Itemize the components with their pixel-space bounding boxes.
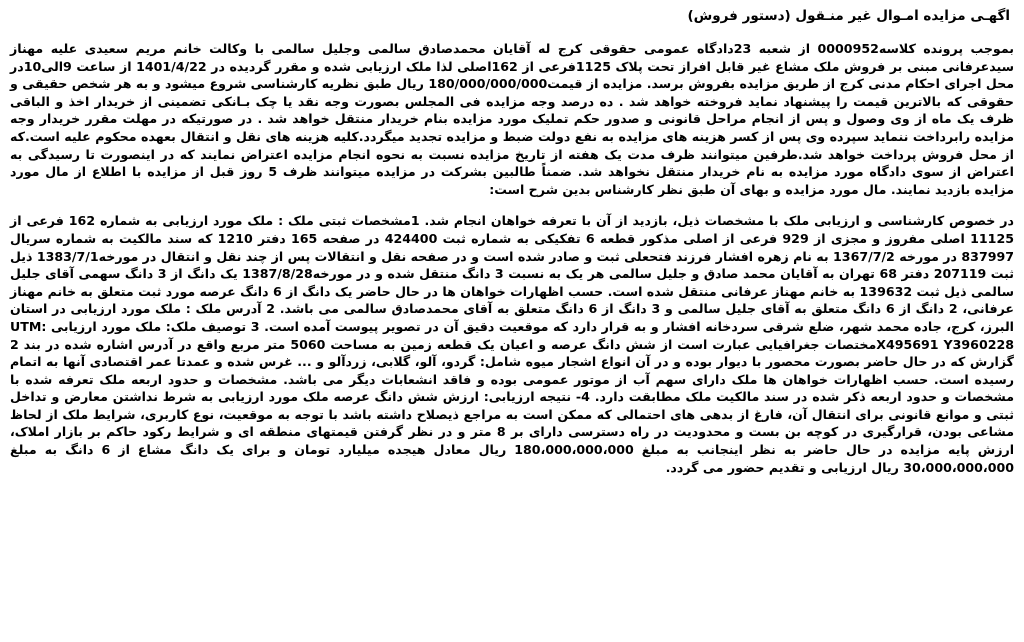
notice-paragraph-expert-appraisal: در خصوص کارشناسی و ارزیابی ملک با مشخصات ذیل، بازدید از آن با تعرفه خواهان انجام شد. 1مشخصات ثبتی ملک : ملک مورد ارزیابی به شماره 162 فرعی از 11125 اصلی مفروز و مجزی از 929 فرعی از اصلی مذکور قطعه 6 تفکیکی به شماره ثبت 424400 در صفحه 165 دفتر 1210 که سند مالکیت به شماره سریال 837997 در مورخه 1367/7/2 به نام زهره افشار فرزند فتحعلی ثبت و صادر شده است و در صفحه نقل و انتقالات پس از چند نقل و انتقال در مورخه1383/7/1 ذیل ثبت 207119 دفتر 68 تهران به آقایان محمد صادق و جلیل سالمی هر یک به نسبت 3 دانگ منتقل شده و در مورخه1387/8/28 یک دانگ از 3 دانگ سهمی آقای جلیل سالمی ذیل ثبت 139632 به خانم مهناز عرفانی منتقل شده است. حسب اظهارات خواهان ها در حال حاضر یک دانگ از 6 دانگ عرصه مورد ثبت متعلق به خانم مهناز عرفانی، 2 دانگ از 6 دانگ متعلق به آقای جلیل سالمی و 3 دانگ از 6 دانگ متعلق به آقای محمدصادق سالمی می باشد. 2 آدرس ملک : ملک مورد ارزیابی در استان البرز، کرج، جاده محمد شهر، ضلع شرقی سردخانه افشار و به قرار دارد که موقعیت دقیق آن در تصویر پیوست آمده است. 3 توصیف ملک: ملک مورد ارزیابی UTM: X495691 Y3960228مختصات جغرافیایی عبارت است از شش دانگ عرصه و اعیان یک قطعه زمین به مساحت 5060 متر مربع واقع در آدرس اشاره شده در بند 2 گزارش که در حال حاضر بصورت محصور با دیوار بوده و در آن انواع اشجار میوه شامل: گردو، آلو، گلابی، زردآلو و ... غرس شده و عمدتا عمر اقتصادی آنها به اتمام رسیده است. حسب اظهارات خواهان ها ملک دارای سهم آب از موتور عمومی بوده و فاقد انشعابات دیگر می باشد. مشخصات و حدود اربعه ملک تعرفه شده با مشخصات و حدود اربعه ذکر شده در سند مالکیت ملک مطابقت دارد. 4- نتیجه ارزیابی: ارزش شش دانگ عرصه ملک مورد ارزیابی به شرط نداشتن معارض و تداخل ثبتی و موانع قانونی برای انتقال آن، فارغ از بدهی های احتمالی که ممکن است به مراجع ذیصلاح داشته باشد با توجه به موقعیت، نوع کاربری، شرایط ملک از لحاظ مشاعی بودن، قرارگیری در کوچه بن بست و محدودیت در راه دسترسی دارای بر 8 متر و در نظر گرفتن قیمتهای منطقه ای و شرایط رکود حاکم بر بازار املاک، ارزش پایه مزایده در حال حاضر به نظر اینجانب به مبلغ 180،000،000،000 ریال معادل هیجده میلیارد تومان و برای یک دانگ مشاع از 6 دانگ به مبلغ 30،000،000،000 ریال ارزیابی و تقدیم حضور می گردد. xyxy=(10,213,1015,475)
auction-notice xyxy=(10,4,1014,476)
notice-paragraph-auction-terms: بموجب پرونده کلاسه0000952 از شعبه 23دادگاه عمومی حقوقی کرج له آقایان محمدصادق سالمی وجلیل سالمی با وکالت خانم مریم سعیدی علیه مهناز سیدعرفانی مبنی بر فروش ملک مشاع غیر قابل افراز تحت پلاک 1125فرعی از 162اصلی لذا ملک ارزیابی شده و مقرر گردیده در 1401/4/22 از ساعت 9الی10در محل اجرای احکام مدنی کرج از طریق مزایده بفروش برسد. مزایده از قیمت180/000/000/000 ریال طبق نظریه کارشناسی شروع میشود و به هر شخص حقیقی و حقوقی که بالاترین قیمت را پیشنهاد نماید فروخته خواهد شد . ده درصد وجه مزایده فی المجلس بصورت وجه نقد یا چک بـانکی تضمینی از خریدار اخذ و الباقی ظرف یک ماه از وی وصول و پس از انجام مراحل قانونی و صدور حکم تملیک مورد مزایده بنام خریدار منتقل خواهد شد . در صورتیکه در مهلت مقرر خریدار وجه مزایده رابرداخت ننماید سپرده وی پس از کسر هزینه های مزایده به نفع دولت ضبط و مزایده تجدید میگردد.کلیه هزینه های نقل و انتقال بعهده محکوم علیه است.که از محل فروش پرداخت خواهد شد.طرفین میتوانند ظرف مدت یک هفته از تاریخ مزایده نسبت به نحوه انجام مزایده اعتراض نمایند که در اینصورت تا رسیدگی به اعتراض از سوی دادگاه مورد مزایده به نام خریدار منتقل نخواهد شد. ضمناً طالبین بشرکت در مزایده میتوانند ظرف 5 روز قبل از مزایده با اطلاع از مال مورد مزایده بازدید نمایند. مال مورد مزایده و بهای آن طبق نظر کارشناس بدین شرح است: xyxy=(10,41,1015,197)
notice-title: اگهـی مزایده امـوال غیر منـقول (دستور فروش) xyxy=(687,8,1010,24)
